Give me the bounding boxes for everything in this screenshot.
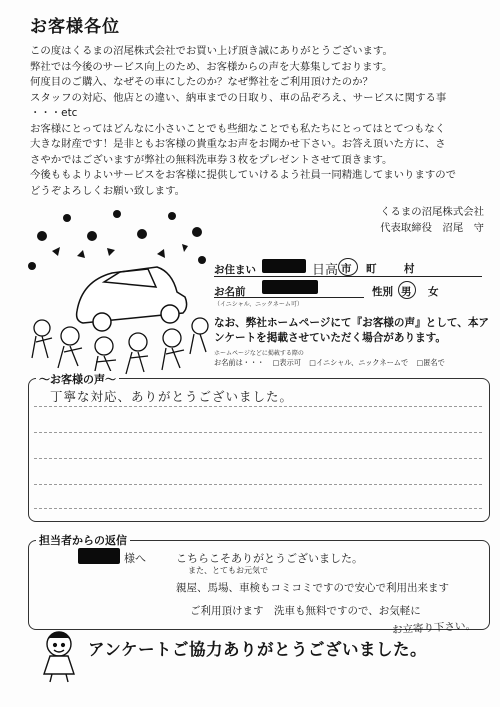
customer-section-title: ～お客様の声～ — [36, 371, 119, 387]
options-label: お名前は・・・ — [214, 358, 265, 367]
reply-line: ご利用頂けます 洗車も無料ですので、お気軽に — [190, 605, 421, 617]
reply-salutation: 様へ — [124, 552, 146, 565]
writing-line — [34, 432, 482, 433]
intro-line: スタッフの対応、他店との違い、納車までの日取り、車の品ぞろえ、サービスに関する事 — [30, 91, 447, 104]
address-value: 日高 — [312, 263, 339, 278]
address-underline — [214, 276, 482, 277]
writing-line — [34, 458, 482, 459]
female-option: 女 — [428, 286, 439, 298]
people-icon — [32, 318, 208, 376]
reply-line: 親屋、馬場、車検もコミコミですので安心で利用出来ます — [176, 582, 449, 594]
intro-line: 大きな財産です！是非ともお客様の貴重なお声をお聞かせ下さい。お答え頂いた方に、さ — [30, 138, 446, 150]
writing-line — [34, 406, 482, 407]
reply-signoff: お立寄り下さい。 — [391, 619, 477, 637]
intro-line: 今後ももよりよいサービスをお客様に提供していけるよう社員一同精進してまいりますので — [30, 169, 457, 181]
option-initials[interactable]: □イニシャル、ニックネームで — [309, 358, 409, 367]
name-underline — [214, 297, 364, 298]
company-signature — [380, 204, 484, 236]
reply-line: こちらこそありがとうございました。 — [176, 552, 363, 565]
town-label: 町 — [366, 263, 377, 275]
option-show-name[interactable]: □表示可 — [272, 358, 301, 367]
redacted-name — [262, 280, 318, 294]
publication-notice: なお、弊社ホームページにて『お客様の声』として、本アンケートを掲載させていただく場合があります。 — [214, 317, 490, 344]
mascot-icon — [36, 628, 82, 684]
company-rep: 代表取締役 沼尾 守 — [380, 222, 484, 234]
page-title: お客様各位 — [30, 17, 120, 37]
intro-text — [30, 44, 490, 199]
name-label: お名前 — [214, 286, 246, 298]
city-label: 市 — [341, 263, 352, 275]
writing-line — [34, 508, 482, 509]
intro-line: 何度目のご購入、なぜその車にしたのか？なぜ弊社をご利用頂けたのか？ — [30, 76, 373, 88]
intro-line: 弊社では今後のサービス向上のため、お客様からの声を大募集しております。 — [30, 60, 393, 73]
address-label: お住まい — [214, 264, 256, 276]
customer-comment: 丁寧な対応、ありがとうございました。 — [50, 389, 294, 404]
village-label: 村 — [404, 263, 415, 275]
redacted-address — [262, 259, 306, 273]
staff-section-title: 担当者からの返信 — [36, 532, 130, 548]
name-display-options — [214, 358, 445, 368]
homepage-note: ホームページなどに掲載する際の — [214, 350, 304, 357]
male-option: 男 — [401, 286, 412, 298]
company-name: くるまの沼尾株式会社 — [380, 206, 484, 218]
reply-line: また、とてもお元気で — [188, 566, 268, 575]
intro-line: この度はくるまの沼尾株式会社でお買い上げ頂き誠にありがとうございます。 — [30, 45, 393, 57]
name-sublabel: （イニシャル、ニックネーム可） — [214, 301, 303, 308]
writing-line — [34, 484, 482, 485]
gender-label: 性別 — [372, 286, 393, 298]
car-icon — [77, 267, 187, 331]
intro-line: ・・・etc — [30, 107, 78, 119]
intro-line: さやかではございますが弊社の無料洗車券３枚をプレゼントさせて頂きます。 — [30, 153, 393, 166]
option-anonymous[interactable]: □匿名で — [416, 358, 445, 367]
intro-line: どうぞよろしくお願い致します。 — [30, 184, 186, 197]
redacted-customer-name — [78, 548, 120, 564]
car-crowd-illustration — [22, 196, 212, 381]
intro-line: お客様にとってはどんなに小さいことでも些細なことでも私たちにとってはとてつもなく — [30, 122, 446, 135]
thank-you-message: アンケートご協力ありがとうございました。 — [88, 640, 428, 659]
confetti-icon — [28, 210, 206, 270]
